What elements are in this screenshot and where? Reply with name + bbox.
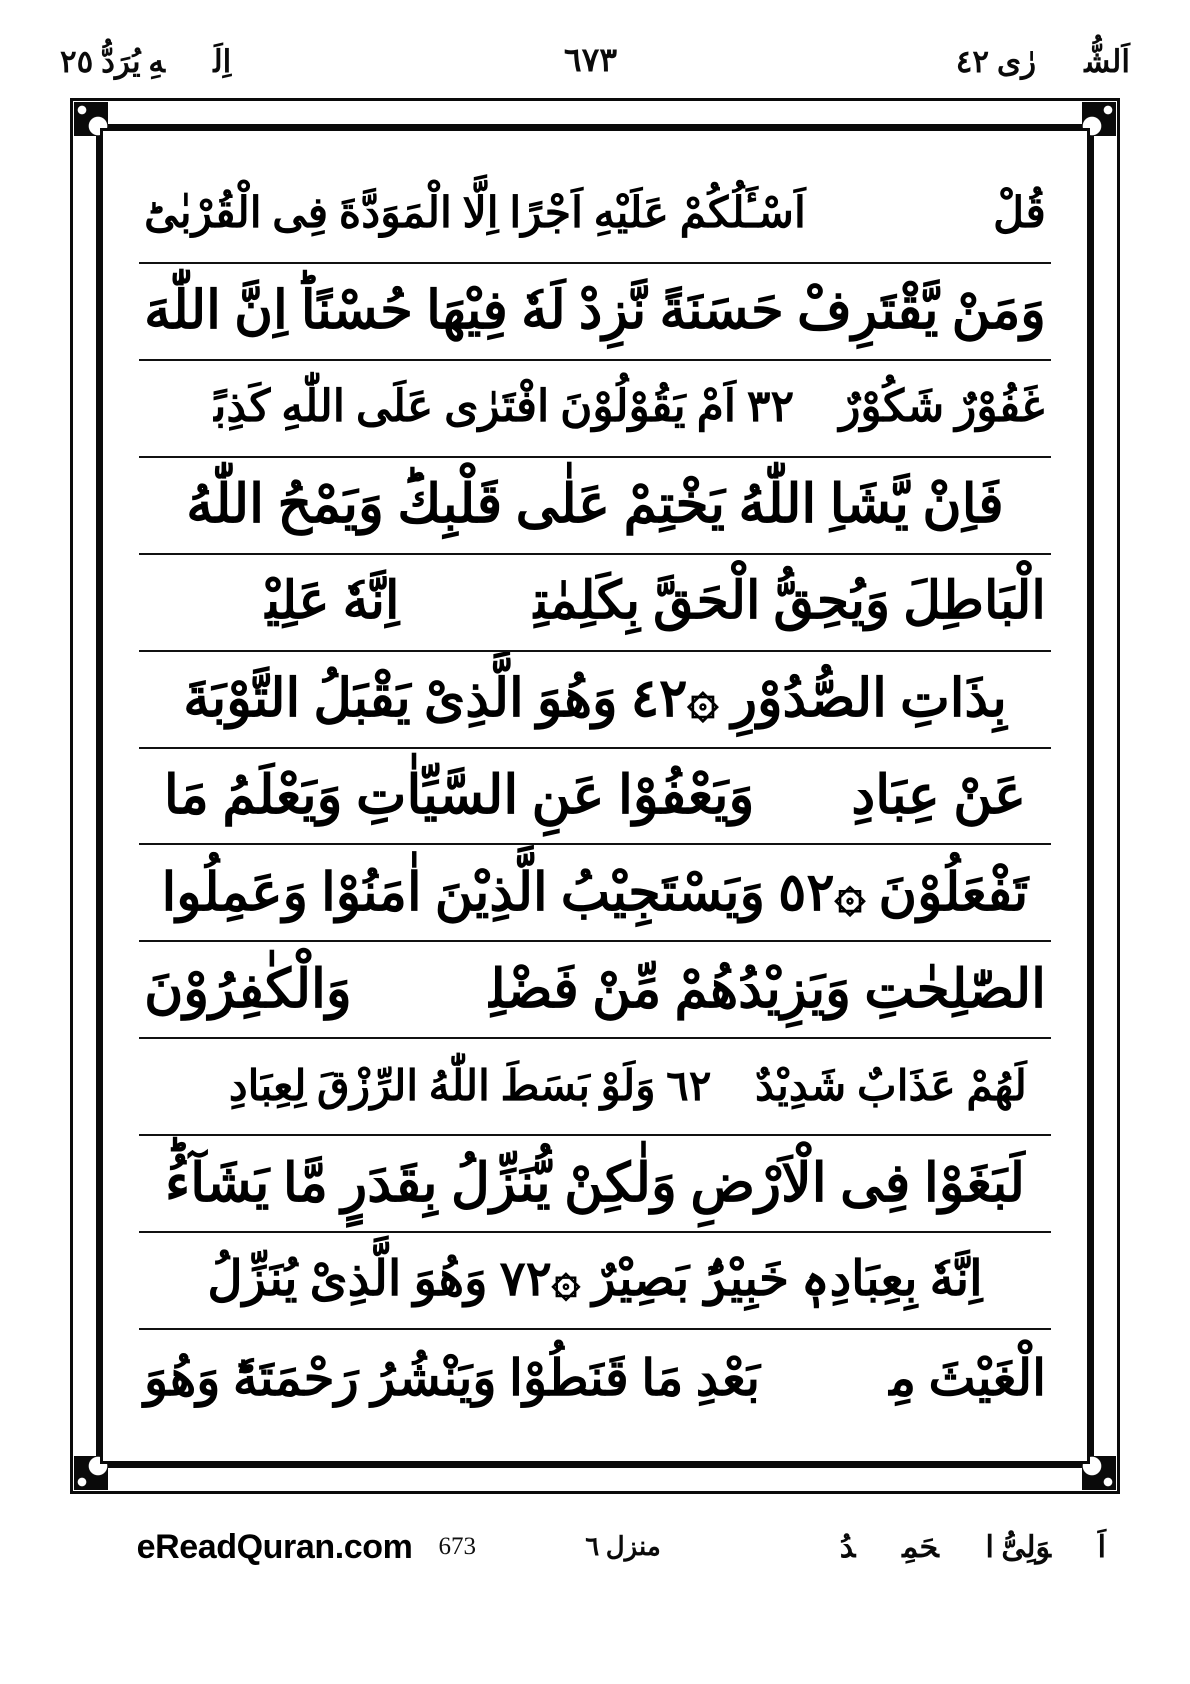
quran-line-text: غَفُوْرٌ شَكُوْرٌ ۞٢٣ اَمْ يَقُوْلُوْنَ افْتَرٰى عَلَى اللّٰهِ كَذِبًاۚ: [145, 383, 1045, 432]
quran-line: [139, 361, 1051, 458]
frame-inner-rule: [100, 128, 1090, 1464]
page-footer: [70, 1512, 1120, 1582]
quran-line-text: اِنَّهٗ بِعِبَادِهٖ خَبِيْرٌۢ بَصِيْرٌ ۞٢٧ وَهُوَ الَّذِىْ يُنَزِّلُ: [207, 1253, 983, 1307]
footer-middle-slot: [476, 1532, 770, 1562]
manzil-label: منزل ٦: [585, 1532, 661, 1561]
ornamental-text-frame: [70, 98, 1120, 1494]
quran-line-text: الصّٰلِحٰتِ وَيَزِيْدُهُمْ مِّنْ فَضْلِهٖؕ وَالْكٰفِرُوْنَ: [144, 959, 1046, 1020]
quran-line-text: قُلْ لَّاۤ اَسْـَٔلُكُمْ عَلَيْهِ اَجْرًا اِلَّا الْمَوَدَّةَ فِى الْقُرْبٰىؕ: [144, 190, 1046, 238]
quran-line: [139, 458, 1051, 555]
quran-line: [139, 555, 1051, 652]
quran-line-text: لَهُمْ عَذَابٌ شَدِيْدٌ ۞٢٦ وَلَوْ بَسَطَ اللّٰهُ الرِّزْقَ لِعِبَادِهٖ: [163, 1062, 1027, 1110]
quran-line: [139, 749, 1051, 846]
site-name-label[interactable]: eReadQuran.com: [136, 1527, 413, 1566]
quran-line: [139, 264, 1051, 361]
page-header: [60, 30, 1130, 92]
quran-line-text: تَفْعَلُوْنَ ۞٢٥ وَيَسْتَجِيْبُ الَّذِيْنَ اٰمَنُوْا وَعَمِلُوا: [161, 863, 1029, 922]
quran-line-text: لَبَغَوْا فِى الْاَرْضِ وَلٰكِنْ يُّنَزِّلُ بِقَدَرٍ مَّا يَشَآءُؕ: [165, 1152, 1025, 1213]
footer-right-slot: [70, 1528, 476, 1567]
quran-line: [139, 1136, 1051, 1233]
quran-line: [139, 1233, 1051, 1330]
quran-line-text: الْبَاطِلَ وَيُحِقُّ الْحَقَّ بِكَلِمٰتِهٖؕ اِنَّهٗ عَلِيْمٌۢ: [144, 573, 1046, 631]
footer-left-slot: [770, 1530, 1120, 1565]
quran-line: [139, 942, 1051, 1039]
surah-title-label: اَلشُّوۡرٰی ٤٢: [955, 43, 1130, 79]
quran-line-text: بِذَاتِ الصُّدُوْرِ ۞٢٤ وَهُوَ الَّذِىْ يَقْبَلُ التَّوْبَةَ: [183, 669, 1007, 728]
quran-line-text: وَمَنْ يَّقْتَرِفْ حَسَنَةً نَّزِدْ لَهٗ فِيْهَا حُسْنًاؕ اِنَّ اللّٰهَ: [144, 281, 1046, 340]
quran-line: [139, 167, 1051, 264]
footer-arabic-note: اَلۡوَلِیُّ الۡحَمِیۡدُ: [839, 1530, 1106, 1564]
footer-page-number: 673: [438, 1533, 476, 1560]
header-page-number-arabic: ٦٧٣: [563, 42, 618, 79]
quran-line: [139, 1039, 1051, 1136]
quran-line: [139, 1330, 1051, 1425]
quran-line-text: عَنْ عِبَادِهٖ وَيَعْفُوْا عَنِ السَّيِّاٰتِ وَيَعْلَمُ مَا: [163, 765, 1027, 826]
quran-line: [139, 652, 1051, 749]
quran-line-text: الْغَيْثَ مِنْۢ بَعْدِ مَا قَنَطُوْا وَيَنْشُرُ رَحْمَتَهٗؕ وَهُوَ: [144, 1349, 1046, 1406]
quran-text-block: [139, 167, 1051, 1425]
quran-line-text: فَاِنْ يَّشَاِ اللّٰهُ يَخْتِمْ عَلٰى قَلْبِكَؕ وَيَمْحُ اللّٰهُ: [186, 474, 1004, 535]
quran-line: [139, 845, 1051, 942]
juz-title-label: اِلَیۡهِ یُرَدُّ ٢٥: [60, 43, 232, 79]
